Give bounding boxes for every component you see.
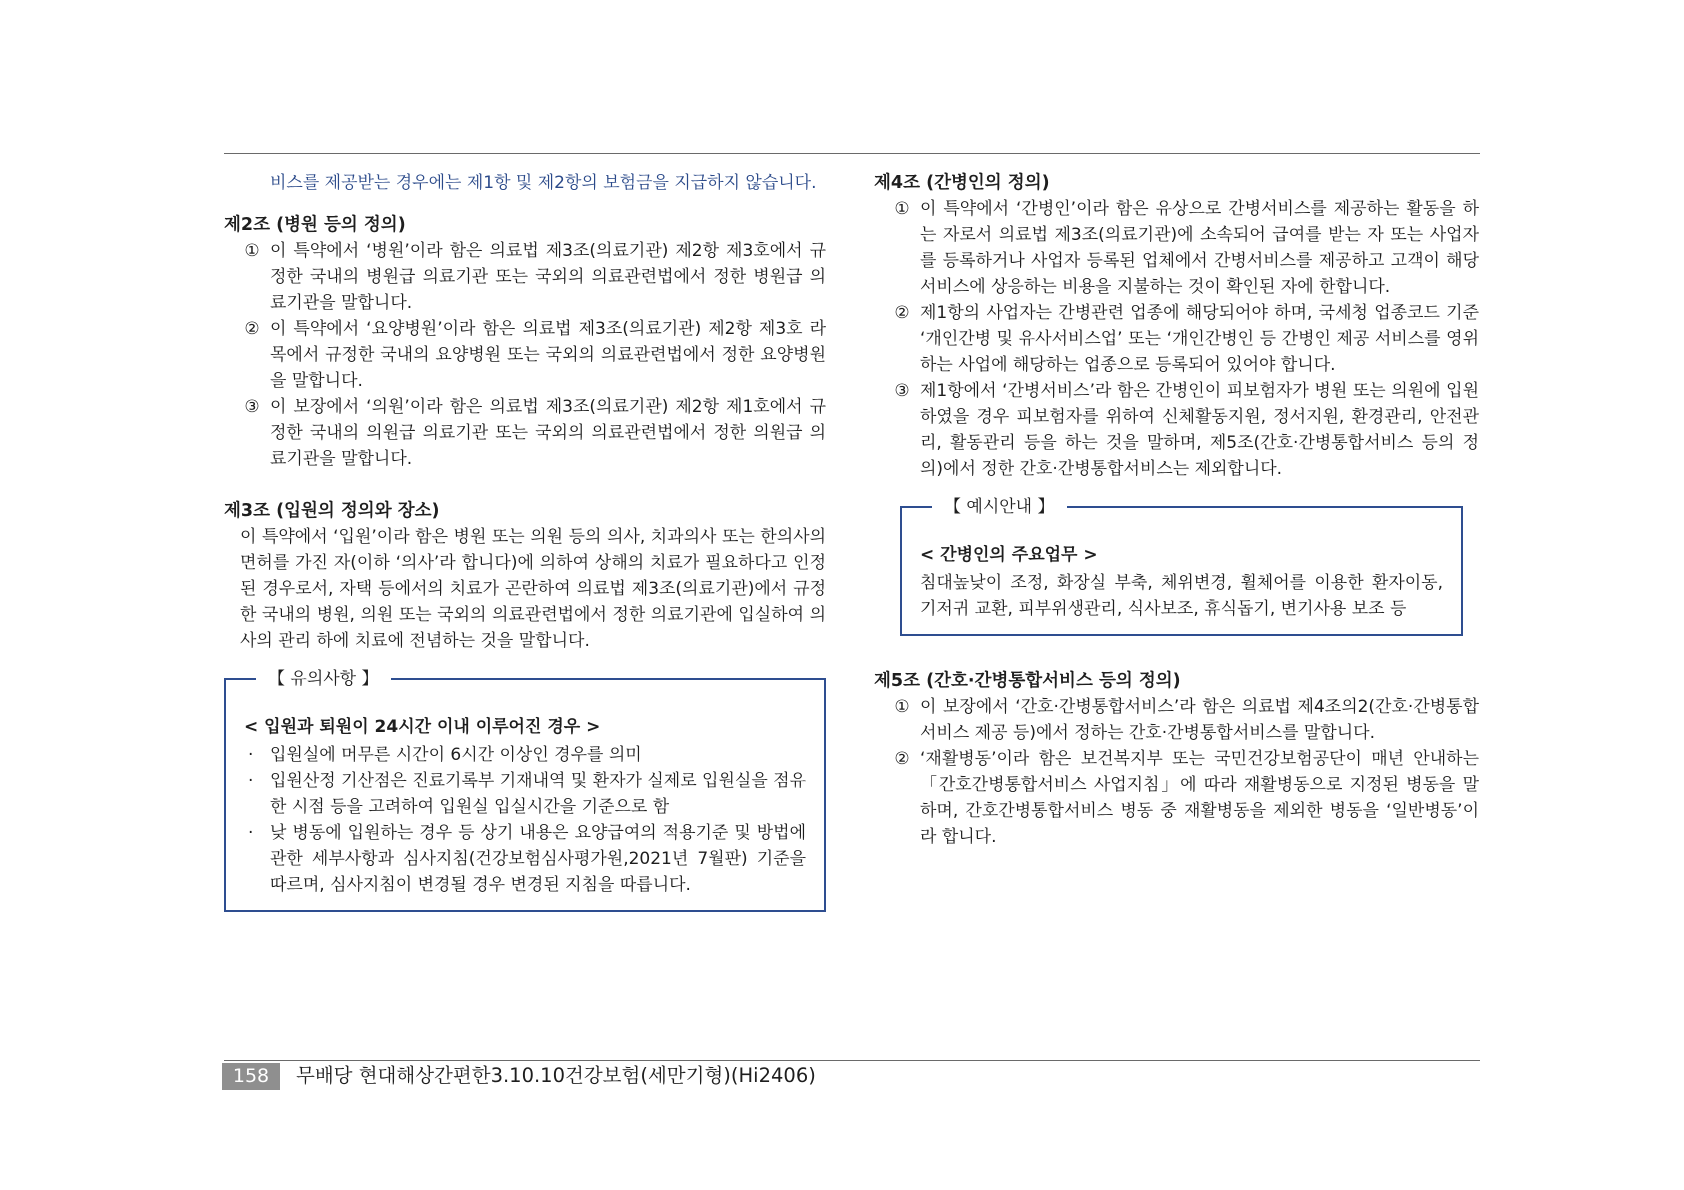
bullet-text: 낮 병동에 입원하는 경우 등 상기 내용은 요양급여의 적용기준 및 방법에 관한 세부사항과 심사지침(건강보험심사평가원,2021년 7월판) 기준을 따르며, 심사지침이 변경될 경우 변경된 지침을 따릅니다. [270,823,806,895]
item-text: 이 보장에서 ‘의원’이라 함은 의료법 제3조(의료기관) 제2항 제1호에서 규정한 국내의 의원급 의료기관 또는 국외의 의료관련법에서 정한 의원급 의료기관을 말합니다. [270,397,826,469]
example-box-label: 【 예시안내 】 [932,494,1067,520]
item-number: ① [894,199,910,219]
article-2-title: 제2조 (병원 등의 정의) [224,215,406,235]
article-5-item-1 [874,694,1479,746]
article-3-title: 제3조 (입원의 정의와 장소) [224,501,440,521]
bullet-mark: · [248,771,254,791]
note-box-label: 【 유의사항 】 [256,666,391,692]
item-number: ② [244,319,260,339]
article-2-item-3 [224,394,826,472]
article-4-item-2 [874,300,1479,378]
article-4-title: 제4조 (간병인의 정의) [874,173,1050,193]
page-number: 158 [222,1063,280,1090]
item-text: ‘재활병동’이라 함은 보건복지부 또는 국민건강보험공단이 매년 안내하는 「간호간병통합서비스 사업지침」에 따라 재활병동으로 지정된 병동을 말하며, 간호간병통합서비스 병동 중 재활병동을 제외한 병동을 ‘일반병동’이라 합니다. [920,749,1479,847]
example-box [900,497,1463,636]
note-box-subtitle: < 입원과 퇴원이 24시간 이내 이루어진 경우 > [244,717,601,737]
top-rule [224,153,1480,154]
bullet-text: 입원산정 기산점은 진료기록부 기재내역 및 환자가 실제로 입원실을 점유한 시점 등을 고려하여 입원실 입실시간을 기준으로 함 [270,771,806,817]
item-text: 제1항의 사업자는 간병관련 업종에 해당되어야 하며, 국세청 업종코드 기준 ‘개인간병 및 유사서비스업’ 또는 ‘개인간병인 등 간병인 제공 서비스를 영위하는 사업에 해당하는 업종으로 등록되어 있어야 합니다. [920,303,1479,375]
note-bullet-2 [244,768,806,820]
footer-rule [224,1060,1480,1061]
article-3-text: 이 특약에서 ‘입원’이라 함은 병원 또는 의원 등의 의사, 치과의사 또는 한의사의 면허를 가진 자(이하 ‘의사’라 합니다)에 의하여 상해의 치료가 필요하다고 인정된 경우로서, 자택 등에서의 치료가 곤란하여 의료법 제3조(의료기관)에서 규정한 국내의 병원, 의원 또는 국외의 의료관련법에서 정한 의료기관에 입실하여 의사의 관리 하에 치료에 전념하는 것을 말합니다. [240,527,826,651]
item-number: ③ [244,397,260,417]
document-title: 무배당 현대해상간편한3.10.10건강보험(세만기형)(Hi2406) [296,1064,816,1087]
item-text: 제1항에서 ‘간병서비스’라 함은 간병인이 피보험자가 병원 또는 의원에 입원하였을 경우 피보험자를 위하여 신체활동지원, 정서지원, 환경관리, 안전관리, 활동관리 등을 하는 것을 말하며, 제5조(간호·간병통합서비스 등의 정의)에서 정한 간호·간병통합서비스는 제외합니다. [920,381,1479,479]
item-number: ③ [894,381,910,401]
item-number: ① [894,697,910,717]
article-5-item-2 [874,746,1479,850]
item-number: ② [894,303,910,323]
continuation-text: 비스를 제공받는 경우에는 제1항 및 제2항의 보험금을 지급하지 않습니다. [270,173,817,193]
item-text: 이 특약에서 ‘요양병원’이라 함은 의료법 제3조(의료기관) 제2항 제3호 라목에서 규정한 국내의 요양병원 또는 국외의 의료관련법에서 정한 요양병원을 말합니다. [270,319,826,391]
item-text: 이 보장에서 ‘간호·간병통합서비스’라 함은 의료법 제4조의2(간호·간병통합서비스 제공 등)에서 정하는 간호·간병통합서비스를 말합니다. [920,697,1479,743]
note-bullet-1 [244,742,806,768]
bullet-mark: · [248,823,254,843]
note-bullet-3 [244,820,806,898]
right-column [874,170,1479,850]
left-column [224,170,826,912]
example-box-subtitle: < 간병인의 주요업무 > [920,545,1098,565]
item-text: 이 특약에서 ‘병원’이라 함은 의료법 제3조(의료기관) 제2항 제3호에서 규정한 국내의 병원급 의료기관 또는 국외의 의료관련법에서 정한 병원급 의료기관을 말합니다. [270,241,826,313]
example-box-text: 침대높낮이 조정, 화장실 부축, 체위변경, 휠체어를 이용한 환자이동, 기저귀 교환, 피부위생관리, 식사보조, 휴식돕기, 변기사용 보조 등 [920,573,1443,619]
item-number: ② [894,749,910,769]
item-number: ① [244,241,260,261]
article-4-item-1 [874,196,1479,300]
item-text: 이 특약에서 ‘간병인’이라 함은 유상으로 간병서비스를 제공하는 활동을 하는 자로서 의료법 제3조(의료기관)에 소속되어 급여를 받는 자 또는 사업자를 등록하거나 사업자 등록된 업체에서 간병서비스를 제공하고 고객이 해당 서비스에 상응하는 비용을 지불하는 것이 확인된 자에 한합니다. [920,199,1479,297]
article-5-title: 제5조 (간호·간병통합서비스 등의 정의) [874,671,1181,691]
bullet-text: 입원실에 머무른 시간이 6시간 이상인 경우를 의미 [270,745,642,765]
article-2-item-1 [224,238,826,316]
bullet-mark: · [248,745,254,765]
article-2-item-2 [224,316,826,394]
spacer [874,636,1479,668]
note-box [224,669,826,912]
spacer [224,472,826,498]
article-4-item-3 [874,378,1479,482]
